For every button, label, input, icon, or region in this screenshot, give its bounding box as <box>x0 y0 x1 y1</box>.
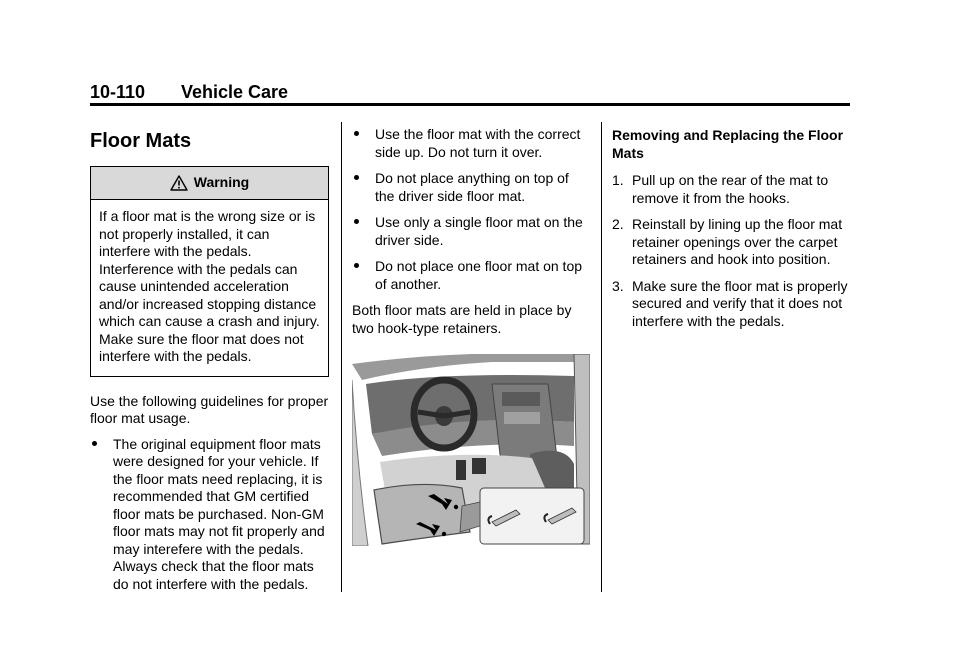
list-item <box>352 214 590 249</box>
list-item <box>352 170 590 205</box>
warning-box <box>90 166 329 377</box>
list-item <box>612 216 852 269</box>
subsection-heading: Removing and Replacing the Floor Mats <box>612 127 844 161</box>
warning-triangle-icon <box>170 175 188 191</box>
column-2 <box>352 126 590 546</box>
list-item <box>352 258 590 293</box>
warning-header <box>91 167 328 200</box>
column-divider-2 <box>601 122 602 592</box>
steps-list <box>612 172 852 330</box>
section-name: Vehicle Care <box>181 82 289 102</box>
page-header <box>90 82 288 103</box>
column-1 <box>90 126 330 602</box>
column-3 <box>612 126 852 339</box>
bullet-list-2 <box>352 126 590 293</box>
step-text: Pull up on the rear of the mat to remove it from the hooks. <box>632 172 829 206</box>
section-title: Floor Mats <box>90 130 192 152</box>
list-item <box>352 126 590 161</box>
list-item <box>612 172 852 207</box>
bullet-text: Use the floor mat with the correct side up. Do not turn it over. <box>375 126 581 160</box>
bullet-text: The original equipment floor mats were designed for your vehicle. If the floor mats need replacing, it is recommended that GM certified floor mats be purchased. Non-GM floor mats may not fit properly and may interefere with the pedals. Always check that the floor mats do not interfere with the pedals. <box>113 435 325 592</box>
bullet-icon <box>354 131 359 136</box>
column-divider-1 <box>341 122 342 592</box>
page-number: 10-110 <box>90 82 146 102</box>
bullet-icon <box>354 263 359 268</box>
intro-text: Use the following guidelines for proper floor mat usage. <box>90 392 329 426</box>
retainers-text: Both floor mats are held in place by two hook-type retainers. <box>352 302 572 336</box>
header-rule <box>90 103 850 106</box>
bullet-text: Do not place one floor mat on top of another. <box>375 258 583 292</box>
warning-text: If a floor mat is the wrong size or is not properly installed, it can interfere with the pedals. Interference with the pedals can cause unintended acceleration and/or increased stopping distance which can cause a crash and injury. Make sure the floor mat does not interfere with the pedals. <box>99 208 320 364</box>
bullet-icon <box>354 175 359 180</box>
bullet-icon <box>92 441 97 446</box>
bullet-text: Use only a single floor mat on the driver side. <box>375 214 583 248</box>
step-text: Reinstall by lining up the floor mat retainer openings over the carpet retainers and hook into position. <box>632 216 843 267</box>
warning-label: Warning <box>193 174 250 191</box>
list-item <box>90 436 330 594</box>
floor-mat-illustration <box>352 354 590 546</box>
list-item <box>612 278 852 331</box>
step-number: 1. <box>612 172 624 188</box>
bullet-list-1 <box>90 436 330 594</box>
bullet-text: Do not place anything on top of the driver side floor mat. <box>375 170 569 204</box>
bullet-icon <box>354 219 359 224</box>
step-number: 2. <box>612 216 624 232</box>
step-text: Make sure the floor mat is properly secured and verify that it does not interfere with the pedals. <box>632 277 848 329</box>
step-number: 3. <box>612 277 624 294</box>
